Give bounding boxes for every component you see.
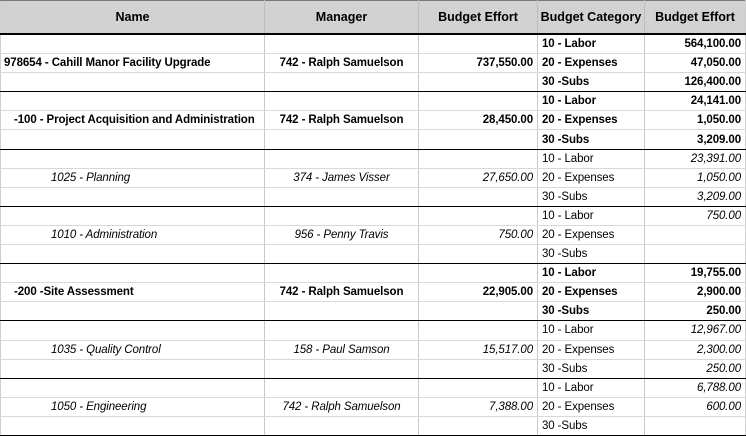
- budget-category-cell[interactable]: 30 -Subs: [538, 73, 645, 92]
- budget-effort-cell[interactable]: [419, 264, 538, 283]
- budget-category-cell[interactable]: 10 - Labor: [538, 321, 645, 340]
- name-cell[interactable]: [1, 302, 265, 321]
- header-budget-effort-total[interactable]: Budget Effort: [645, 1, 746, 35]
- manager-cell[interactable]: [265, 130, 419, 149]
- name-cell[interactable]: -200 -Site Assessment: [1, 283, 265, 302]
- table-row: [1, 54, 746, 73]
- header-budget-category[interactable]: Budget Category: [538, 1, 645, 35]
- table-row: [1, 206, 746, 225]
- category-effort-cell[interactable]: [645, 225, 746, 244]
- header-name[interactable]: Name: [1, 1, 265, 35]
- name-cell[interactable]: [1, 34, 265, 54]
- manager-cell[interactable]: 742 - Ralph Samuelson: [265, 283, 419, 302]
- manager-cell[interactable]: [265, 73, 419, 92]
- manager-cell[interactable]: 742 - Ralph Samuelson: [265, 397, 419, 416]
- budget-effort-cell[interactable]: [419, 302, 538, 321]
- budget-category-cell[interactable]: 30 -Subs: [538, 130, 645, 149]
- budget-effort-cell[interactable]: [419, 149, 538, 168]
- category-effort-cell[interactable]: [645, 245, 746, 264]
- name-cell[interactable]: 1010 - Administration: [1, 225, 265, 244]
- category-effort-cell[interactable]: 564,100.00: [645, 34, 746, 54]
- budget-effort-cell[interactable]: [419, 92, 538, 111]
- table-row: [1, 225, 746, 244]
- category-effort-cell[interactable]: 3,209.00: [645, 187, 746, 206]
- table-row: [1, 92, 746, 111]
- name-cell[interactable]: [1, 245, 265, 264]
- table-body: [1, 34, 746, 435]
- table-row: [1, 378, 746, 397]
- budget-effort-cell[interactable]: 737,550.00: [419, 54, 538, 73]
- name-cell[interactable]: [1, 264, 265, 283]
- budget-effort-cell[interactable]: [419, 187, 538, 206]
- table-row: [1, 34, 746, 54]
- header-manager[interactable]: Manager: [265, 1, 419, 35]
- budget-category-cell[interactable]: 20 - Expenses: [538, 168, 645, 187]
- budget-category-cell[interactable]: 10 - Labor: [538, 34, 645, 54]
- name-cell[interactable]: 978654 - Cahill Manor Facility Upgrade: [1, 54, 265, 73]
- budget-effort-cell[interactable]: [419, 416, 538, 435]
- manager-cell[interactable]: 374 - James Visser: [265, 168, 419, 187]
- budget-effort-cell[interactable]: 15,517.00: [419, 340, 538, 359]
- name-cell[interactable]: 1035 - Quality Control: [1, 340, 265, 359]
- name-cell[interactable]: [1, 378, 265, 397]
- manager-cell[interactable]: [265, 378, 419, 397]
- manager-cell[interactable]: [265, 187, 419, 206]
- category-effort-cell[interactable]: 3,209.00: [645, 130, 746, 149]
- category-effort-cell[interactable]: 1,050.00: [645, 111, 746, 130]
- manager-cell[interactable]: [265, 359, 419, 378]
- budget-category-cell[interactable]: 30 -Subs: [538, 187, 645, 206]
- manager-cell[interactable]: [265, 321, 419, 340]
- budget-category-cell[interactable]: 20 - Expenses: [538, 283, 645, 302]
- category-effort-cell[interactable]: 47,050.00: [645, 54, 746, 73]
- table-row: [1, 168, 746, 187]
- budget-category-cell[interactable]: 10 - Labor: [538, 92, 645, 111]
- budget-effort-cell[interactable]: [419, 245, 538, 264]
- budget-effort-cell[interactable]: [419, 321, 538, 340]
- name-cell[interactable]: 1025 - Planning: [1, 168, 265, 187]
- manager-cell[interactable]: 742 - Ralph Samuelson: [265, 111, 419, 130]
- budget-effort-cell[interactable]: [419, 130, 538, 149]
- budget-category-cell[interactable]: 10 - Labor: [538, 149, 645, 168]
- budget-category-cell[interactable]: 10 - Labor: [538, 378, 645, 397]
- category-effort-cell[interactable]: 6,788.00: [645, 378, 746, 397]
- budget-category-cell[interactable]: 30 -Subs: [538, 359, 645, 378]
- budget-effort-cell[interactable]: [419, 206, 538, 225]
- manager-cell[interactable]: [265, 34, 419, 54]
- manager-cell[interactable]: [265, 416, 419, 435]
- category-effort-cell[interactable]: 250.00: [645, 359, 746, 378]
- category-effort-cell[interactable]: 24,141.00: [645, 92, 746, 111]
- budget-category-cell[interactable]: 30 -Subs: [538, 245, 645, 264]
- name-cell[interactable]: [1, 321, 265, 340]
- category-effort-cell[interactable]: 2,900.00: [645, 283, 746, 302]
- table-row: [1, 321, 746, 340]
- table-row: [1, 245, 746, 264]
- name-cell[interactable]: [1, 130, 265, 149]
- budget-effort-cell[interactable]: [419, 73, 538, 92]
- name-cell[interactable]: [1, 73, 265, 92]
- budget-effort-cell[interactable]: 27,650.00: [419, 168, 538, 187]
- budget-effort-cell[interactable]: 22,905.00: [419, 283, 538, 302]
- name-cell[interactable]: 1050 - Engineering: [1, 397, 265, 416]
- manager-cell[interactable]: [265, 206, 419, 225]
- name-cell[interactable]: [1, 359, 265, 378]
- table-row: [1, 111, 746, 130]
- manager-cell[interactable]: 956 - Penny Travis: [265, 225, 419, 244]
- name-cell[interactable]: [1, 187, 265, 206]
- manager-cell[interactable]: [265, 302, 419, 321]
- manager-cell[interactable]: [265, 92, 419, 111]
- budget-effort-cell[interactable]: 7,388.00: [419, 397, 538, 416]
- manager-cell[interactable]: [265, 149, 419, 168]
- name-cell[interactable]: [1, 149, 265, 168]
- manager-cell[interactable]: 742 - Ralph Samuelson: [265, 54, 419, 73]
- table-row: [1, 130, 746, 149]
- name-cell[interactable]: -100 - Project Acquisition and Administration: [1, 111, 265, 130]
- budget-category-cell[interactable]: 10 - Labor: [538, 206, 645, 225]
- table-header-row: [1, 1, 746, 35]
- category-effort-cell[interactable]: 2,300.00: [645, 340, 746, 359]
- table-row: [1, 302, 746, 321]
- table-row: [1, 283, 746, 302]
- budget-category-cell[interactable]: 20 - Expenses: [538, 225, 645, 244]
- manager-cell[interactable]: [265, 245, 419, 264]
- table-row: [1, 397, 746, 416]
- budget-category-cell[interactable]: 20 - Expenses: [538, 340, 645, 359]
- budget-category-cell[interactable]: 30 -Subs: [538, 302, 645, 321]
- manager-cell[interactable]: [265, 264, 419, 283]
- name-cell[interactable]: [1, 206, 265, 225]
- category-effort-cell[interactable]: 19,755.00: [645, 264, 746, 283]
- category-effort-cell[interactable]: [645, 416, 746, 435]
- category-effort-cell[interactable]: 1,050.00: [645, 168, 746, 187]
- table-row: [1, 359, 746, 378]
- table-row: [1, 264, 746, 283]
- table-row: [1, 149, 746, 168]
- budget-effort-cell[interactable]: 750.00: [419, 225, 538, 244]
- manager-cell[interactable]: 158 - Paul Samson: [265, 340, 419, 359]
- budget-effort-cell[interactable]: 28,450.00: [419, 111, 538, 130]
- header-budget-effort[interactable]: Budget Effort: [419, 1, 538, 35]
- table-row: [1, 187, 746, 206]
- budget-effort-cell[interactable]: [419, 378, 538, 397]
- name-cell[interactable]: [1, 416, 265, 435]
- table-row: [1, 416, 746, 435]
- table-row: [1, 340, 746, 359]
- name-cell[interactable]: [1, 92, 265, 111]
- table-row: [1, 73, 746, 92]
- budget-category-cell[interactable]: 20 - Expenses: [538, 397, 645, 416]
- category-effort-cell[interactable]: 750.00: [645, 206, 746, 225]
- budget-effort-cell[interactable]: [419, 34, 538, 54]
- category-effort-cell[interactable]: 600.00: [645, 397, 746, 416]
- category-effort-cell[interactable]: 126,400.00: [645, 73, 746, 92]
- budget-category-cell[interactable]: 10 - Labor: [538, 264, 645, 283]
- budget-category-cell[interactable]: 20 - Expenses: [538, 54, 645, 73]
- budget-category-cell[interactable]: 20 - Expenses: [538, 111, 645, 130]
- category-effort-cell[interactable]: 23,391.00: [645, 149, 746, 168]
- budget-effort-cell[interactable]: [419, 359, 538, 378]
- category-effort-cell[interactable]: 12,967.00: [645, 321, 746, 340]
- category-effort-cell[interactable]: 250.00: [645, 302, 746, 321]
- budget-category-cell[interactable]: 30 -Subs: [538, 416, 645, 435]
